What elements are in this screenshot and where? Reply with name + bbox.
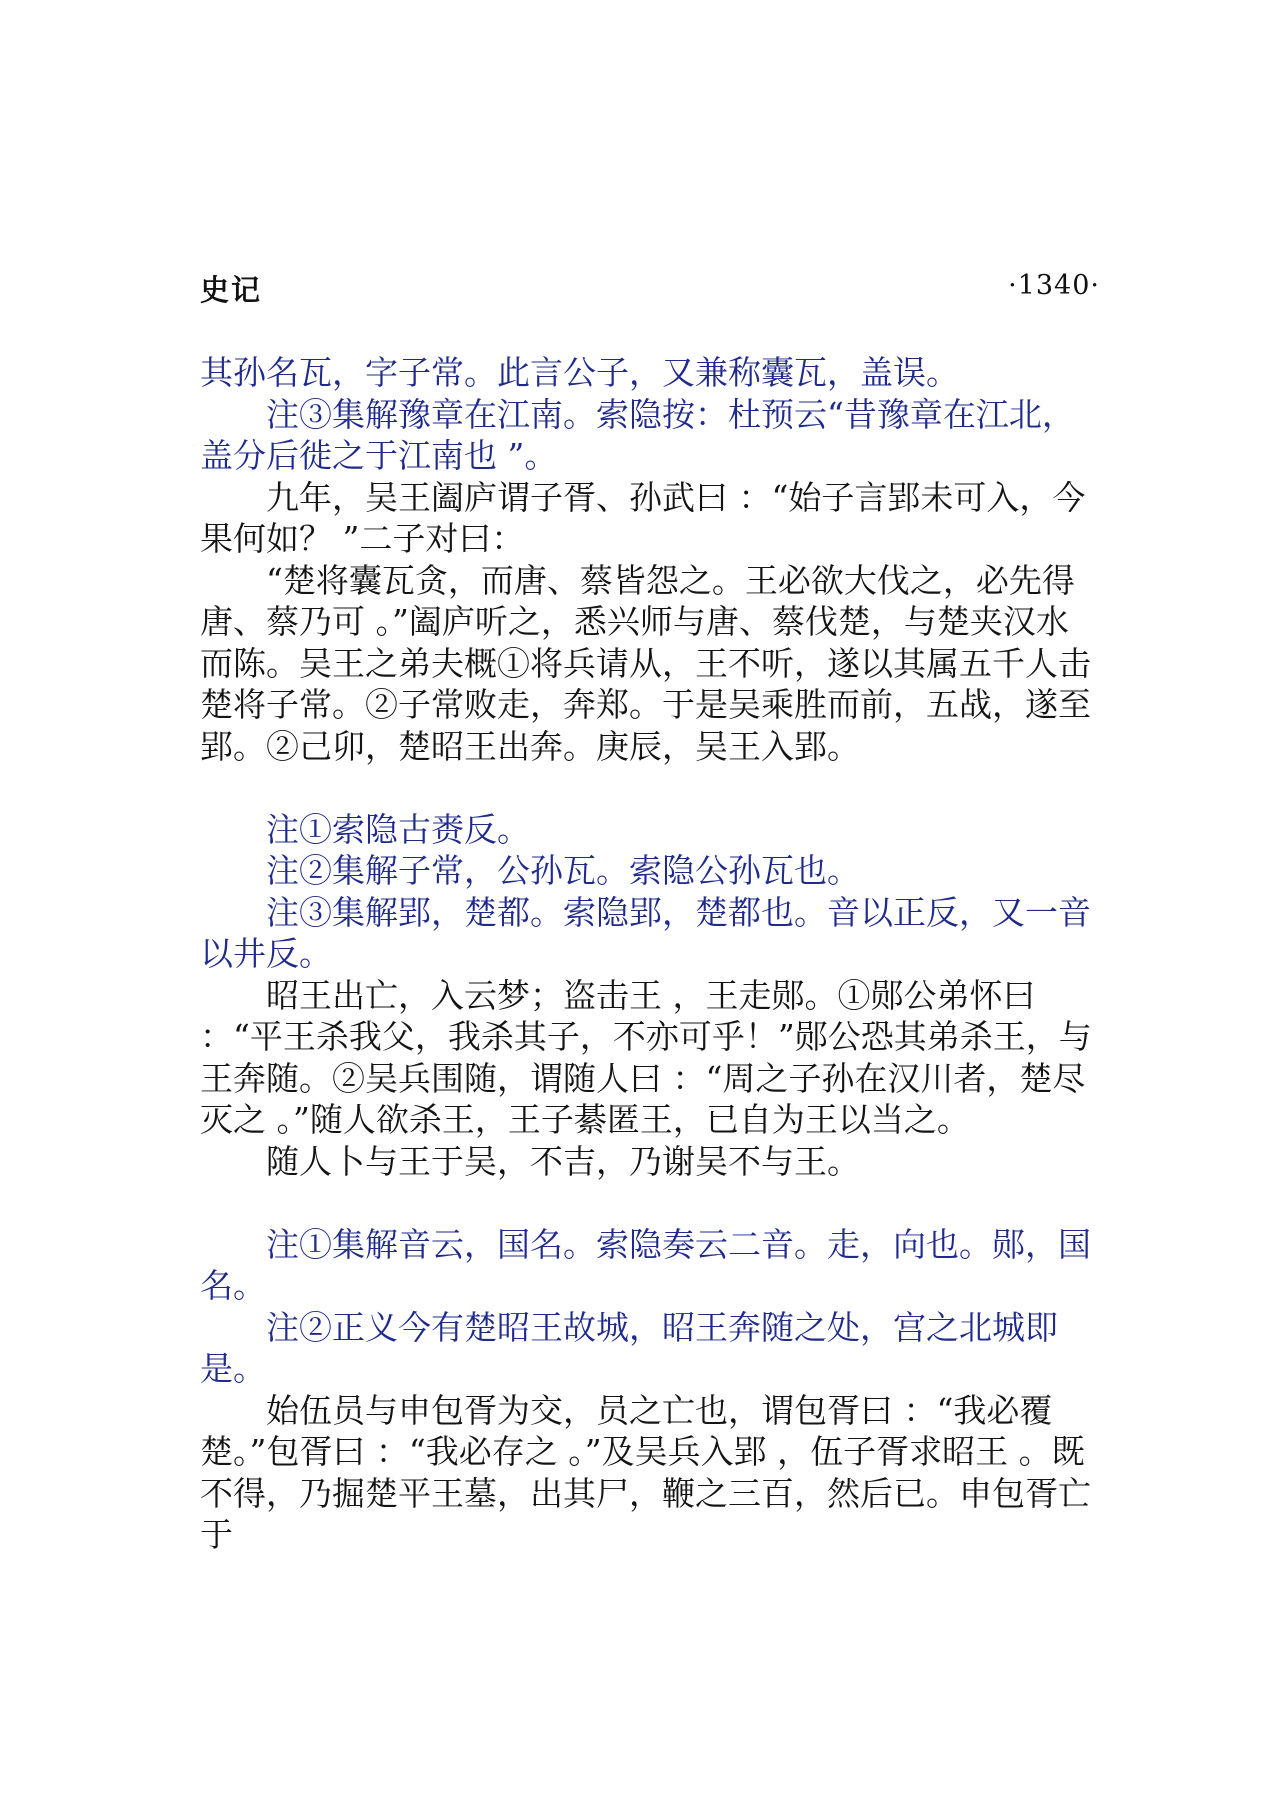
main-paragraph: 始伍员与申包胥为交，员之亡也，谓包胥曰 ：“我必覆楚。”包胥曰 ：“我必存之 。”及吴兵入郢 ，伍子胥求昭王 。既不得，乃掘楚平王墓，出其尸，鞭之三百，然后已。申包胥亡于 xyxy=(200,1390,1091,1554)
note-paragraph: 注①索隐古赉反。 xyxy=(266,809,530,849)
note-paragraph: 注①集解音云，国名。索隐奏云二音。走，向也。郧，国名。 xyxy=(200,1224,1091,1305)
note-paragraph: 注③集解郢，楚都。索隐郢，楚都也。音以正反，又一音以井反。 xyxy=(200,892,1091,973)
body-text xyxy=(200,352,1100,1556)
page-header xyxy=(200,268,1100,308)
note-paragraph: 注②集解子常，公孙瓦。索隐公孙瓦也。 xyxy=(266,851,860,890)
paragraph-gap xyxy=(200,767,1100,809)
main-paragraph: 随人卜与王于吴，不吉，乃谢吴不与王。 xyxy=(266,1141,860,1181)
book-title: 史记 xyxy=(200,273,263,307)
note-paragraph: 注②正义今有楚昭王故城，昭王奔随之处，宫之北城即是。 xyxy=(200,1307,1058,1388)
page-number: ·1340· xyxy=(1008,270,1100,301)
main-paragraph: 九年，吴王阖庐谓子胥、孙武曰 ：“始子言郢未可入，今果何如？ ”二子对曰： xyxy=(200,477,1086,558)
main-paragraph: “楚将囊瓦贪，而唐、蔡皆怨之。王必欲大伐之，必先得唐、蔡乃可 。”阖庐听之，悉兴师与唐、蔡伐楚，与楚夹汉水而陈。吴王之弟夫概①将兵请从，王不听，遂以其属五千人击楚将子常。②子常败走，奔郑。于是吴乘胜而前，五战，遂至郢。②己卯，楚昭王出奔。庚辰，吴王入郢。 xyxy=(200,560,1091,766)
note-paragraph: 注③集解豫章在江南。索隐按：杜预云“昔豫章在江北，盖分后徙之于江南也 ”。 xyxy=(200,394,1075,475)
main-paragraph: 昭王出亡，入云梦；盗击王 ，王走郧。①郧公弟怀曰 ：“平王杀我父，我杀其子，不亦可乎！”郧公恐其弟杀王，与王奔随。②吴兵围随，谓随人曰 ：“周之子孙在汉川者，楚尽灭之 。”随人欲杀王，王子綦匿王，已自为王以当之。 xyxy=(200,975,1092,1139)
note-paragraph: 其孙名瓦，字子常。此言公子，又兼称囊瓦，盖误。 xyxy=(200,353,959,392)
paragraph-gap xyxy=(200,1182,1100,1224)
